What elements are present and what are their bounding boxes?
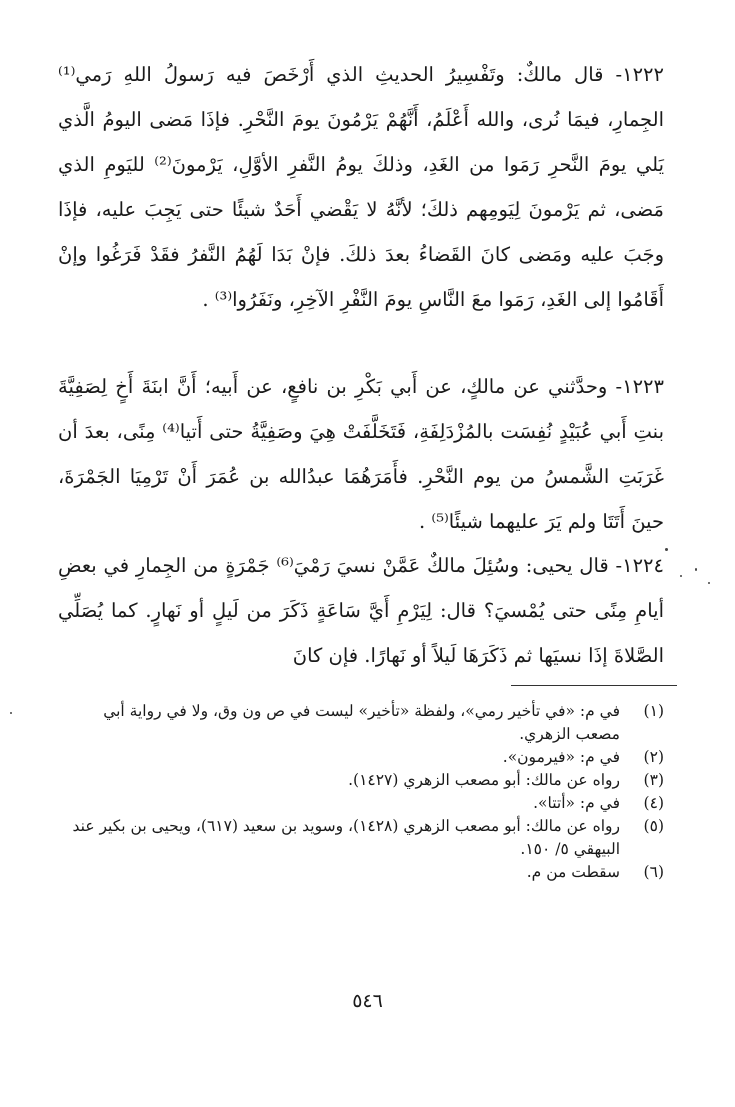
page-number: ٥٤٦ [352,990,383,1012]
scan-speck [695,568,697,571]
scan-speck [665,548,668,551]
paragraph-1222 [58,52,664,322]
scan-speck [680,575,682,577]
footnote-text: سقطت من م. [526,863,620,881]
footnote-divider [511,685,677,686]
footnote-marker: (٤) [643,794,664,812]
scan-speck [10,712,12,714]
footnote-item [58,815,664,861]
footnote-text: في م: «أتتا». [533,794,620,812]
footnote-item [58,746,664,769]
paragraph-number: ١٢٢٣- [615,375,664,398]
footnote-text: رواه عن مالك: أبو مصعب الزهري (١٤٢٧). [348,771,620,789]
footnote-text: رواه عن مالك: أبو مصعب الزهري (١٤٢٨)، وسويد بن سعيد (٦١٧)، ويحيى بن بكير عند البيهقي ٥/ ١٥٠. [72,817,620,858]
paragraph-1223 [58,364,664,544]
footnote-marker: (٦) [643,863,664,881]
paragraph-number: ١٢٢٤- [615,554,664,577]
paragraph-text: قال يحيى: وسُئِلَ مالكٌ عَمَّنْ نسيَ رَمْيَ⁽⁶⁾ جَمْرَةٍ من الجِمارِ في بعضِ أيامِ مِنًى حتى يُمْسيَ؟ قال: لِيَرْمِ أَيَّ سَاعَةٍ ذَكَرَ من لَيلٍ أو نَهارٍ. كما يُصَلِّي الصَّلاةَ إذَا نسيَها ثم ذَكَرَهَا لَيلاً أو نَهارًا. فإن كانَ [58,554,664,667]
footnote-text: في م: «فيرمون». [502,748,620,766]
paragraph-number: ١٢٢٢- [615,63,664,86]
footnote-marker: (٣) [643,771,664,789]
footnote-marker: (٢) [643,748,664,766]
footnote-marker: (١) [643,702,664,720]
paragraph-text: قال مالكٌ: وتَفْسِيرُ الحديثِ الذي أَرْخَصَ فيه رَسولُ اللهِ رَمي⁽¹⁾ الجِمارِ، فيمَا نُرى، والله أَعْلَمُ، أَنَّهُمْ يَرْمُونَ يومَ النَّحْرِ. فإذَا مَضى اليومُ الَّذي يَلي يومَ النَّحرِ رَمَوا من الغَدِ، وذلكَ يومُ النَّفرِ الأوَّلِ، يَرْمونَ⁽²⁾ لليَومِ الذي مَضى، ثم يَرْمونَ لِيَومِهم ذلكَ؛ لأنَّهُ لا يَقْضي أَحَدٌ شيئًا حتى يَجِبَ عليه، فإذَا وجَبَ عليه ومَضى كانَ القَضاءُ بعدَ ذلكَ. فإنْ بَدَا لَهُمُ النَّفرُ فقَدْ فَرَغُوا وإنْ أَقَامُوا إلى الغَدِ، رَمَوا معَ النَّاسِ يومَ النَّفْرِ الآخِرِ، ونَفَرُوا⁽³⁾ . [58,63,664,311]
footnote-marker: (٥) [643,817,664,835]
footnote-item [58,861,664,884]
scan-speck [708,582,710,584]
footnote-text: في م: «في تأخير رمي»، ولفظة «تأخير» ليست في ص ون وق، ولا في رواية أبي مصعب الزهري. [103,702,620,743]
footnote-item [58,792,664,815]
paragraph-text: وحدَّثني عن مالكٍ، عن أَبي بَكْرِ بن نافعٍ، عن أَبيه؛ أَنَّ ابنَةَ أَخٍ لِصَفِيَّةَ بنتِ أَبي عُبَيْدٍ نُفِسَت بالمُزْدَلِفَةِ، فَتَخَلَّفَتْ هِيَ وصَفِيَّةُ حتى أَتيا⁽⁴⁾ مِنًى، بعدَ أن غَرَبَتِ الشَّمسُ من يوم النَّحْرِ. فأَمَرَهُمَا عبدُالله بن عُمَرَ أَنْ تَرْمِيَا الجَمْرَةَ، حينَ أَتَتَا ولم يَرَ عليهما شيئًا⁽⁵⁾ . [58,375,664,533]
footnote-item [58,769,664,792]
footnotes-list [58,700,664,884]
paragraph-1224 [58,543,664,678]
footnote-item [58,700,664,746]
